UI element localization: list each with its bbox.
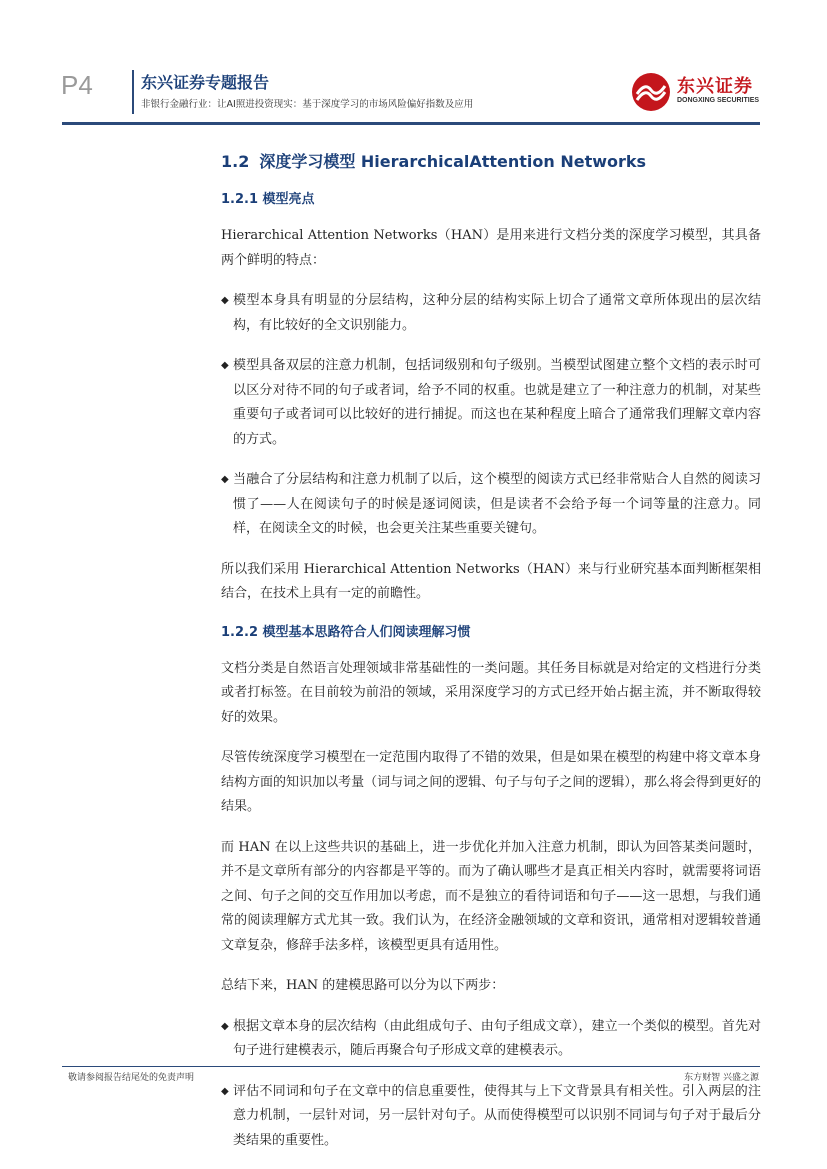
list-item-text: 根据文章本身的层次结构（由此组成句子、由句子组成文章），建立一个类似的模型。首先对句子进行建模表示，随后再聚合句子形成文章的建模表示。	[233, 1018, 761, 1058]
footer-disclaimer: 敬请参阅报告结尾处的免责声明	[68, 1073, 195, 1083]
paragraph: 所以我们采用 Hierarchical Attention Networks（HAN）来与行业研究基本面判断框架相结合，在技术上具有一定的前瞻性。	[221, 561, 761, 601]
footer-rule	[62, 1066, 760, 1067]
list-item-text: 评估不同词和句子在文章中的信息重要性，使得其与上下文背景具有相关性。引入两层的注意力机制，一层针对词，另一层针对句子。从而使得模型可以识别不同词与句子对于最后分类结果的重要性。	[233, 1083, 761, 1148]
list-item-text: 模型具备双层的注意力机制，包括词级别和句子级别。当模型试图建立整个文档的表示时可以区分对待不同的句子或者词，给予不同的权重。也就是建立了一种注意力的机制，对某些重要句子或者词可以比较好的进行捕捉。而这也在某种程度上暗合了通常我们理解文章内容的方式。	[233, 358, 761, 447]
report-title: 东兴证券专题报告	[141, 73, 270, 92]
list-item-text: 当融合了分层结构和注意力机制了以后，这个模型的阅读方式已经非常贴合人自然的阅读习惯了——人在阅读句子的时候是逐词阅读，但是读者不会给予每一个词等量的注意力。同样，在阅读全文的时候，也会更关注某些重要关键句。	[233, 472, 761, 536]
diamond-bullet-icon: ◆	[221, 1085, 229, 1097]
list-item	[221, 354, 761, 452]
paragraph: 而 HAN 在以上这些共识的基础上，进一步优化并加入注意力机制，即认为回答某类问题时，并不是文章所有部分的内容都是平等的。而为了确认哪些才是真正相关内容时，就需要将词语之间、句子之间的交互作用加以考虑，而不是独立的看待词语和句子——这一思想，与我们通常的阅读理解方式尤其一致。我们认为，在经济金融领域的文章和资讯，通常相对逻辑较普通文章复杂，修辞手法多样，该模型更具有适用性。	[221, 839, 761, 953]
list-item	[221, 468, 761, 542]
footer-slogan: 东方财智 兴盛之源	[684, 1073, 759, 1083]
list-item-text: 模型本身具有明显的分层结构，这种分层的结构实际上切合了通常文章所体现出的层次结构，有比较好的全文识别能力。	[233, 293, 761, 333]
section-number: 1.2	[221, 152, 250, 171]
main-content	[221, 150, 761, 1169]
paragraph: 文档分类是自然语言处理领域非常基础性的一类问题。其任务目标就是对给定的文档进行分类或者打标签。在目前较为前沿的领域，采用深度学习的方式已经开始占据主流，并不断取得较好的效果。	[221, 660, 761, 725]
diamond-bullet-icon: ◆	[221, 360, 229, 371]
dongxing-logo-icon	[631, 72, 671, 112]
report-subtitle: 非银行金融行业：让AI照进投资现实：基于深度学习的市场风险偏好指数及应用	[141, 99, 474, 110]
subsection-heading-1: 1.2.1 模型亮点	[221, 192, 315, 207]
list-item	[221, 289, 761, 338]
logo-text-en: DONGXING SECURITIES	[677, 97, 760, 104]
section-heading	[221, 150, 761, 174]
section-title: 深度学习模型 HierarchicalAttention Networks	[259, 152, 647, 171]
paragraph: Hierarchical Attention Networks（HAN）是用来进行文档分类的深度学习模型，其具备两个鲜明的特点：	[221, 228, 761, 268]
header-divider	[132, 70, 134, 114]
diamond-bullet-icon: ◆	[221, 474, 229, 485]
list-item	[221, 1015, 761, 1064]
diamond-bullet-icon: ◆	[221, 295, 229, 306]
paragraph: 尽管传统深度学习模型在一定范围内取得了不错的效果，但是如果在模型的构建中将文章本身结构方面的知识加以考量（词与词之间的逻辑、句子与句子之间的逻辑），那么将会得到更好的结果。	[221, 750, 761, 814]
paragraph: 总结下来，HAN 的建模思路可以分为以下两步：	[221, 978, 505, 993]
list-item	[221, 1080, 761, 1154]
subsection-heading-2: 1.2.2 模型基本思路符合人们阅读理解习惯	[221, 624, 471, 640]
header-rule	[62, 122, 760, 125]
page-number: P4	[61, 70, 93, 100]
logo-text-cn: 东兴证券	[677, 76, 753, 97]
diamond-bullet-icon: ◆	[221, 1020, 229, 1032]
company-logo	[631, 72, 761, 112]
